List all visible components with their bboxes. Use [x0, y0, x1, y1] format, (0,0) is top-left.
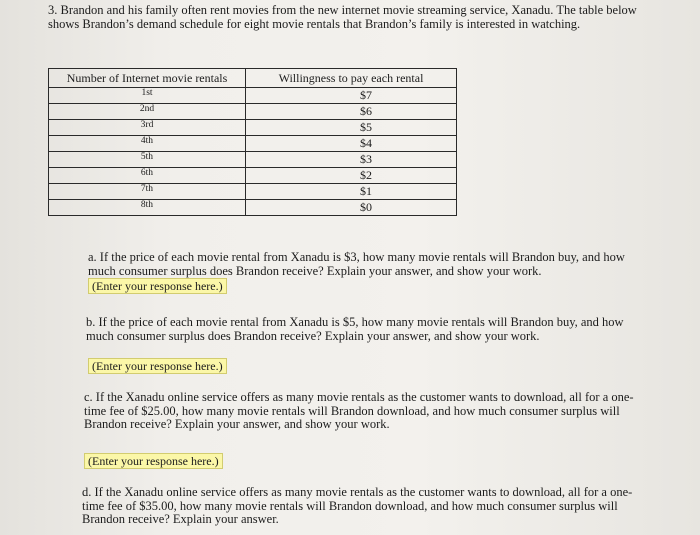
demand-schedule-table [48, 68, 457, 216]
rental-number: 7th [49, 184, 246, 200]
rental-number: 4th [49, 136, 246, 152]
response-field-b[interactable]: (Enter your response here.) [88, 358, 227, 374]
willingness-value: $1 [246, 184, 457, 200]
question-a: a. If the price of each movie rental from Xanadu is $3, how many movie rentals will Brandon buy, and how much consumer surplus does Brandon receive? Explain your answer, and show your work. [88, 250, 625, 278]
rental-number: 2nd [49, 104, 246, 120]
table-row [49, 120, 457, 136]
table-row [49, 184, 457, 200]
response-field-c[interactable]: (Enter your response here.) [84, 453, 223, 469]
header-rentals: Number of Internet movie rentals [49, 69, 246, 88]
table-header-row [49, 69, 457, 88]
response-field-a[interactable]: (Enter your response here.) [88, 278, 227, 294]
table-row [49, 200, 457, 216]
table-row [49, 136, 457, 152]
header-willingness: Willingness to pay each rental [246, 69, 457, 88]
willingness-value: $3 [246, 152, 457, 168]
rental-number: 6th [49, 168, 246, 184]
willingness-value: $4 [246, 136, 457, 152]
willingness-value: $5 [246, 120, 457, 136]
rental-number: 3rd [49, 120, 246, 136]
question-c: c. If the Xanadu online service offers as many movie rentals as the customer wants to download, all for a one-time fee of $25.00, how many movie rentals will Brandon download, and how much consumer surplus will Brandon receive? Explain your answer, and show your work. [84, 390, 634, 431]
rental-number: 5th [49, 152, 246, 168]
willingness-value: $6 [246, 104, 457, 120]
rental-number: 1st [49, 88, 246, 104]
table-row [49, 88, 457, 104]
willingness-value: $0 [246, 200, 457, 216]
willingness-value: $2 [246, 168, 457, 184]
question-b: b. If the price of each movie rental from Xanadu is $5, how many movie rentals will Brandon buy, and how much consumer surplus does Brandon receive? Explain your answer, and show your work. [86, 315, 624, 343]
table-row [49, 104, 457, 120]
table-row [49, 168, 457, 184]
rental-number: 8th [49, 200, 246, 216]
question-d: d. If the Xanadu online service offers as many movie rentals as the customer wants to download, all for a one-time fee of $35.00, how many movie rentals will Brandon download, and how much consumer surplus will Brandon receive? Explain your answer. [82, 485, 633, 526]
willingness-value: $7 [246, 88, 457, 104]
table-row [49, 152, 457, 168]
question-intro: 3. Brandon and his family often rent movies from the new internet movie streaming service, Xanadu. The table below shows Brandon’s demand schedule for eight movie rentals that Brandon’s family is interested in watching. [48, 3, 637, 31]
